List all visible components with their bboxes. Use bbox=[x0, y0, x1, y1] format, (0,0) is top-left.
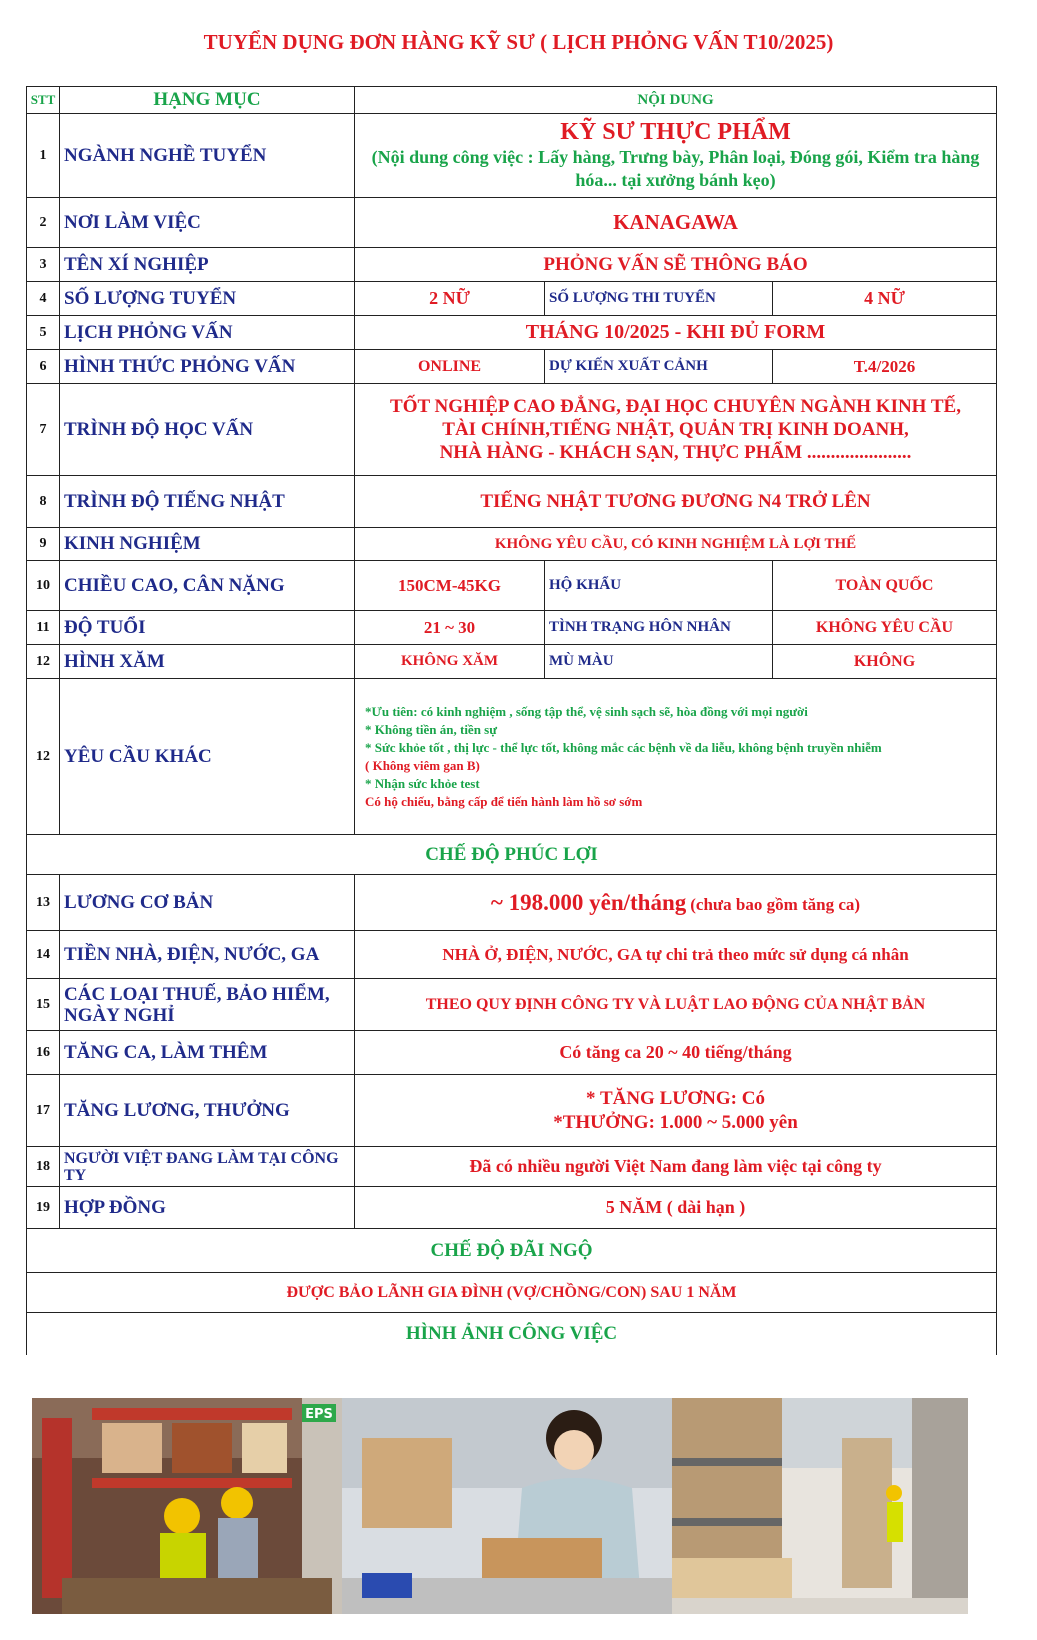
header-stt: STT bbox=[27, 87, 60, 114]
requirement-item: *Ưu tiên: có kinh nghiệm , sống tập thể, vệ sinh sạch sẽ, hòa đồng với mọi người bbox=[365, 703, 808, 719]
table-row bbox=[27, 561, 997, 611]
row-number: 19 bbox=[27, 1187, 60, 1229]
row-number: 6 bbox=[27, 350, 60, 384]
row-value: THÁNG 10/2025 - KHI ĐỦ FORM bbox=[355, 316, 997, 350]
row-value: KANAGAWA bbox=[355, 198, 997, 248]
table-row bbox=[27, 611, 997, 645]
row-number: 4 bbox=[27, 282, 60, 316]
table-row bbox=[27, 1147, 997, 1187]
row-label: TĂNG LƯƠNG, THƯỞNG bbox=[60, 1075, 355, 1147]
row-value: Có tăng ca 20 ~ 40 tiếng/tháng bbox=[355, 1031, 997, 1075]
row-label: NƠI LÀM VIỆC bbox=[60, 198, 355, 248]
row-label: ĐỘ TUỔI bbox=[60, 611, 355, 645]
row-number: 11 bbox=[27, 611, 60, 645]
education-line: TÀI CHÍNH,TIẾNG NHẬT, QUẢN TRỊ KINH DOANH, bbox=[442, 419, 909, 440]
row-label: TIỀN NHÀ, ĐIỆN, NƯỚC, GA bbox=[60, 931, 355, 979]
row-value: 21 ~ 30 bbox=[355, 611, 545, 645]
row-value: ONLINE bbox=[355, 350, 545, 384]
raise-line: * TĂNG LƯƠNG: Có bbox=[586, 1087, 765, 1109]
packing-worker-photo bbox=[342, 1398, 672, 1614]
row-number: 12 bbox=[27, 679, 60, 835]
row-label: SỐ LƯỢNG TUYỂN bbox=[60, 282, 355, 316]
row-label: HỢP ĐỒNG bbox=[60, 1187, 355, 1229]
job-title: KỸ SƯ THỰC PHẨM bbox=[560, 119, 791, 145]
row-number: 15 bbox=[27, 979, 60, 1031]
warehouse-workers-photo bbox=[32, 1398, 342, 1614]
section-welfare: CHẾ ĐỘ PHÚC LỢI bbox=[27, 835, 997, 875]
job-table bbox=[26, 86, 997, 1355]
row-label-secondary: MÙ MÀU bbox=[545, 645, 773, 679]
education-line: TỐT NGHIỆP CAO ĐẲNG, ĐẠI HỌC CHUYÊN NGÀNH KINH TẾ, bbox=[390, 396, 961, 417]
row-number: 1 bbox=[27, 114, 60, 198]
row-value-secondary: T.4/2026 bbox=[773, 350, 997, 384]
table-row bbox=[27, 931, 997, 979]
table-row bbox=[27, 248, 997, 282]
requirement-item: * Không tiền án, tiền sự bbox=[365, 721, 498, 737]
work-photos bbox=[32, 1398, 1002, 1614]
table-row bbox=[27, 875, 997, 931]
table-row bbox=[27, 1031, 997, 1075]
row-value: KHÔNG YÊU CẦU, CÓ KINH NGHIỆM LÀ LỢI THẾ bbox=[355, 528, 997, 561]
row-number: 2 bbox=[27, 198, 60, 248]
row-number: 12 bbox=[27, 645, 60, 679]
row-value: 5 NĂM ( dài hạn ) bbox=[355, 1187, 997, 1229]
section-photos: HÌNH ẢNH CÔNG VIỆC bbox=[27, 1313, 997, 1355]
row-value: 150CM-45KG bbox=[355, 561, 545, 611]
row-label: HÌNH THỨC PHỎNG VẤN bbox=[60, 350, 355, 384]
row-label: LỊCH PHỎNG VẤN bbox=[60, 316, 355, 350]
row-number: 18 bbox=[27, 1147, 60, 1187]
row-number: 13 bbox=[27, 875, 60, 931]
row-label: TĂNG CA, LÀM THÊM bbox=[60, 1031, 355, 1075]
table-row bbox=[27, 1273, 997, 1313]
table-row bbox=[27, 350, 997, 384]
row-value: Đã có nhiều người Việt Nam đang làm việc tại công ty bbox=[355, 1147, 997, 1187]
header-content: NỘI DUNG bbox=[355, 87, 997, 114]
row-number: 7 bbox=[27, 384, 60, 476]
page-title: TUYỂN DỤNG ĐƠN HÀNG KỸ SƯ ( LỊCH PHỎNG VẤN T10/2025) bbox=[203, 30, 834, 54]
section-treatment: CHẾ ĐỘ ĐÃI NGỘ bbox=[27, 1229, 997, 1273]
row-label: KINH NGHIỆM bbox=[60, 528, 355, 561]
table-row bbox=[27, 679, 997, 835]
table-row bbox=[27, 198, 997, 248]
requirement-item: * Sức khỏe tốt , thị lực - thể lực tốt, không mắc các bệnh về da liễu, không bệnh truyền nhiễm bbox=[365, 739, 882, 755]
eps-badge: EPS bbox=[305, 1407, 333, 1422]
row-label-secondary: HỘ KHẨU bbox=[545, 561, 773, 611]
table-row bbox=[27, 1187, 997, 1229]
row-number: 17 bbox=[27, 1075, 60, 1147]
header-row bbox=[27, 87, 997, 114]
row-value-secondary: KHÔNG YÊU CẦU bbox=[773, 611, 997, 645]
row-value-secondary: TOÀN QUỐC bbox=[773, 561, 997, 611]
row-number: 16 bbox=[27, 1031, 60, 1075]
warehouse-shelves-photo bbox=[672, 1398, 968, 1614]
row-value: KHÔNG XĂM bbox=[355, 645, 545, 679]
row-label: NGÀNH NGHỀ TUYỂN bbox=[60, 114, 355, 198]
row-value bbox=[355, 114, 997, 198]
salary-amount: ~ 198.000 yên/tháng bbox=[490, 889, 687, 915]
salary-note: (chưa bao gồm tăng ca) bbox=[690, 894, 861, 914]
row-value bbox=[355, 875, 997, 931]
row-number: 14 bbox=[27, 931, 60, 979]
row-label: LƯƠNG CƠ BẢN bbox=[60, 875, 355, 931]
requirement-item: Có hộ chiếu, bằng cấp để tiến hành làm hồ sơ sớm bbox=[365, 793, 643, 809]
table-row bbox=[27, 528, 997, 561]
row-label: TRÌNH ĐỘ TIẾNG NHẬT bbox=[60, 476, 355, 528]
table-row bbox=[27, 476, 997, 528]
row-value: TIẾNG NHẬT TƯƠNG ĐƯƠNG N4 TRỞ LÊN bbox=[355, 476, 997, 528]
row-label: TÊN XÍ NGHIỆP bbox=[60, 248, 355, 282]
bonus-line: *THƯỞNG: 1.000 ~ 5.000 yên bbox=[553, 1111, 798, 1133]
row-value bbox=[355, 384, 997, 476]
table-row bbox=[27, 384, 997, 476]
row-value: NHÀ Ở, ĐIỆN, NƯỚC, GA tự chi trả theo mức sử dụng cá nhân bbox=[355, 931, 997, 979]
row-label-secondary: DỰ KIẾN XUẤT CẢNH bbox=[545, 350, 773, 384]
table-row bbox=[27, 645, 997, 679]
section-row bbox=[27, 1313, 997, 1355]
row-value-secondary: 4 NỮ bbox=[773, 282, 997, 316]
table-row bbox=[27, 316, 997, 350]
table-row bbox=[27, 1075, 997, 1147]
row-label: YÊU CẦU KHÁC bbox=[60, 679, 355, 835]
section-row bbox=[27, 1229, 997, 1273]
row-label: CHIỀU CAO, CÂN NẶNG bbox=[60, 561, 355, 611]
table-row bbox=[27, 979, 997, 1031]
row-value bbox=[355, 1075, 997, 1147]
row-label-secondary: SỐ LƯỢNG THI TUYỂN bbox=[545, 282, 773, 316]
row-label: NGƯỜI VIỆT ĐANG LÀM TẠI CÔNG TY bbox=[60, 1147, 355, 1187]
requirement-item: ( Không viêm gan B) bbox=[365, 757, 480, 773]
requirement-item: * Nhận sức khỏe test bbox=[365, 775, 480, 791]
row-label: CÁC LOẠI THUẾ, BẢO HIỂM, NGÀY NGHỈ bbox=[60, 979, 355, 1031]
row-number: 3 bbox=[27, 248, 60, 282]
education-line: NHÀ HÀNG - KHÁCH SẠN, THỰC PHẨM ...................... bbox=[439, 442, 912, 463]
section-row bbox=[27, 835, 997, 875]
family-sponsorship: ĐƯỢC BẢO LÃNH GIA ĐÌNH (VỢ/CHỒNG/CON) SAU 1 NĂM bbox=[27, 1273, 997, 1313]
job-description: (Nội dung công việc : Lấy hàng, Trưng bày, Phân loại, Đóng gói, Kiểm tra hàng hóa... tại xưởng bánh kẹo) bbox=[371, 147, 980, 190]
table-row bbox=[27, 282, 997, 316]
row-number: 9 bbox=[27, 528, 60, 561]
other-requirements bbox=[355, 679, 997, 835]
row-value-secondary: KHÔNG bbox=[773, 645, 997, 679]
row-label: TRÌNH ĐỘ HỌC VẤN bbox=[60, 384, 355, 476]
row-number: 10 bbox=[27, 561, 60, 611]
header-category: HẠNG MỤC bbox=[60, 87, 355, 114]
row-label: HÌNH XĂM bbox=[60, 645, 355, 679]
row-value: THEO QUY ĐỊNH CÔNG TY VÀ LUẬT LAO ĐỘNG CỦA NHẬT BẢN bbox=[355, 979, 997, 1031]
row-label-secondary: TÌNH TRẠNG HÔN NHÂN bbox=[545, 611, 773, 645]
row-number: 8 bbox=[27, 476, 60, 528]
row-number: 5 bbox=[27, 316, 60, 350]
table-row bbox=[27, 114, 997, 198]
row-value: PHỎNG VẤN SẼ THÔNG BÁO bbox=[355, 248, 997, 282]
row-value: 2 NỮ bbox=[355, 282, 545, 316]
